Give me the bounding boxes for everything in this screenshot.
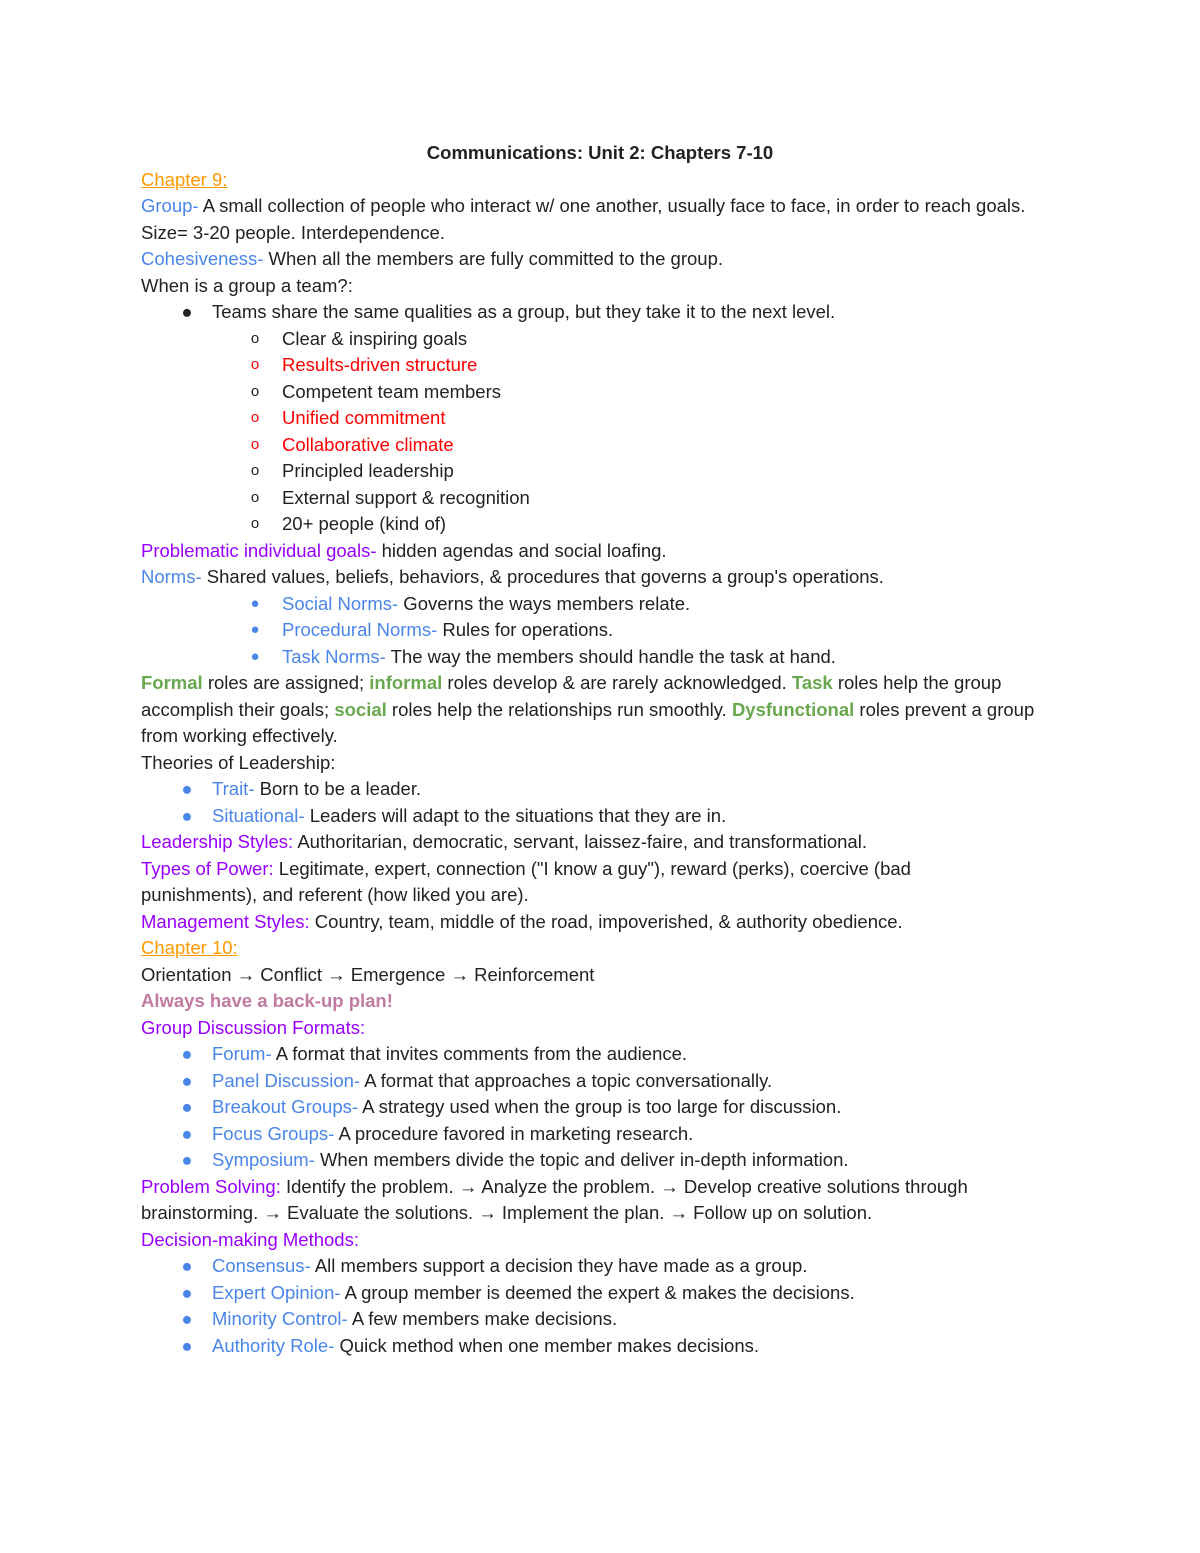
format-def: A strategy used when the group is too large for discussion.	[358, 1096, 842, 1117]
ring-bullet-icon: o	[250, 435, 260, 453]
group-phases: Orientation → Conflict → Emergence → Reinforcement	[141, 963, 595, 985]
bullet-icon: ●	[250, 621, 260, 638]
problematic-term: Problematic individual goals-	[141, 539, 377, 561]
decision-def: Quick method when one member makes decisions.	[334, 1334, 760, 1356]
list-item	[141, 1094, 1061, 1121]
format-def: A format that invites comments from the audience.	[271, 1043, 688, 1064]
theory-term: Situational-	[212, 804, 305, 826]
problematic-goals	[141, 538, 1061, 565]
bullet-icon: ●	[181, 301, 193, 322]
bullet-icon: ●	[181, 1334, 193, 1356]
team-quality: 20+ people (kind of)	[282, 513, 447, 534]
management-term: Management Styles:	[141, 910, 310, 932]
decision-term: Expert Opinion-	[212, 1281, 341, 1303]
document-body	[141, 140, 1061, 1359]
leadership-styles	[141, 829, 1061, 856]
role-task: Task	[791, 672, 833, 693]
decision-list	[141, 1253, 1061, 1359]
problem-solving-term: Problem Solving:	[141, 1175, 281, 1197]
decision-def: A group member is deemed the expert & makes the decisions.	[340, 1281, 855, 1303]
bullet-icon: ●	[181, 1308, 193, 1329]
roles-text: roles develop & are rarely acknowledged.	[442, 672, 792, 693]
ring-bullet-icon: o	[250, 488, 260, 506]
list-item	[141, 591, 1061, 618]
format-def: A format that approaches a topic conversationally.	[360, 1069, 773, 1091]
list-item	[141, 644, 1061, 671]
bullet-icon: ●	[181, 778, 193, 799]
roles-text: roles help the relationships run smoothly.	[386, 698, 732, 720]
list-item	[141, 485, 1061, 512]
norm-term: Procedural Norms-	[282, 619, 438, 640]
cohesiveness-term: Cohesiveness-	[141, 248, 264, 269]
list-item	[141, 511, 1061, 538]
decision-def: A few members make decisions.	[347, 1308, 618, 1329]
problem-solving-def: Identify the problem. → Analyze the problem. → Develop creative solutions through brainstorming. → Evaluate the solutions. → Implement the plan. → Follow up on solution.	[141, 1175, 968, 1223]
list-item	[141, 617, 1061, 644]
team-quality: Competent team members	[282, 380, 502, 402]
format-term: Focus Groups-	[212, 1122, 335, 1144]
list-item	[141, 458, 1061, 485]
bullet-icon: ●	[181, 1096, 193, 1117]
bullet-icon: ●	[250, 647, 260, 665]
bullet-icon: ●	[181, 1149, 193, 1170]
leadership-styles-def: Authoritarian, democratic, servant, laissez-faire, and transformational.	[293, 831, 867, 852]
format-term: Breakout Groups-	[212, 1096, 359, 1117]
bullet-icon: ●	[181, 1255, 193, 1276]
bullet-icon: ●	[250, 594, 260, 612]
norm-term: Task Norms-	[282, 645, 386, 667]
management-styles	[141, 909, 1061, 936]
theory-term: Trait-	[212, 778, 255, 799]
backup-plan-note: Always have a back-up plan!	[141, 990, 393, 1011]
ring-bullet-icon: o	[250, 515, 260, 532]
list-item	[141, 1306, 1061, 1333]
team-quality: External support & recognition	[282, 486, 530, 508]
list-item	[141, 1068, 1061, 1095]
list-item	[141, 326, 1061, 353]
norm-term: Social Norms-	[282, 592, 399, 614]
norms-list	[141, 591, 1061, 671]
chapter-9-heading: Chapter 9:	[141, 168, 228, 190]
list-item	[141, 1253, 1061, 1280]
role-dysfunctional: Dysfunctional	[731, 698, 855, 720]
decision-heading: Decision-making Methods:	[141, 1228, 359, 1250]
bullet-icon: ●	[181, 1069, 193, 1091]
group-def: A small collection of people who interact w/ one another, usually face to face, in order to reach goals. Size= 3-20 people. Interdependence.	[141, 195, 1026, 243]
decision-term: Minority Control-	[212, 1308, 348, 1329]
norms-term: Norms-	[141, 566, 202, 587]
role-formal: Formal	[141, 672, 203, 693]
list-item	[141, 1147, 1061, 1174]
formats-list	[141, 1041, 1061, 1174]
theories-heading: Theories of Leadership:	[141, 751, 336, 773]
team-quality: Principled leadership	[282, 460, 454, 481]
ring-bullet-icon: o	[250, 356, 260, 373]
team-list	[141, 299, 1061, 538]
format-def: A procedure favored in marketing research.	[334, 1122, 694, 1144]
types-of-power	[141, 856, 981, 909]
team-quality: Unified commitment	[282, 407, 446, 428]
theories-list	[141, 776, 1061, 829]
format-term: Panel Discussion-	[212, 1069, 361, 1091]
theory-def: Leaders will adapt to the situations that they are in.	[304, 804, 727, 826]
format-def: When members divide the topic and deliver in-depth information.	[314, 1149, 849, 1170]
list-item	[141, 1280, 1061, 1307]
team-quality: Collaborative climate	[282, 433, 454, 455]
norm-def: The way the members should handle the task at hand.	[385, 645, 836, 667]
norms-definition	[141, 564, 1061, 591]
list-item	[141, 405, 1061, 432]
power-term: Types of Power:	[141, 857, 274, 879]
list-item	[141, 379, 1061, 406]
format-term: Symposium-	[212, 1149, 315, 1170]
norm-def: Rules for operations.	[437, 619, 614, 640]
decision-term: Consensus-	[212, 1255, 311, 1276]
decision-term: Authority Role-	[212, 1334, 335, 1356]
roles-text: roles help the group accomplish their goals;	[141, 672, 1002, 720]
roles-paragraph	[141, 670, 1061, 750]
list-item	[141, 1121, 1061, 1148]
list-item	[141, 1041, 1061, 1068]
roles-text: roles are assigned;	[202, 672, 370, 693]
bullet-icon: ●	[181, 1122, 193, 1144]
ring-bullet-icon: o	[250, 382, 260, 400]
group-term: Group-	[141, 195, 199, 216]
ring-bullet-icon: o	[250, 409, 260, 426]
list-item	[141, 299, 1061, 326]
norms-def: Shared values, beliefs, behaviors, & procedures that governs a group's operations.	[201, 566, 884, 587]
theory-def: Born to be a leader.	[254, 778, 422, 799]
cohesiveness-definition	[141, 246, 1061, 273]
list-item	[141, 352, 1061, 379]
group-definition	[141, 193, 1041, 246]
chapter-10-heading: Chapter 10:	[141, 937, 238, 958]
page-title: Communications: Unit 2: Chapters 7-10	[426, 142, 774, 163]
power-def: Legitimate, expert, connection ("I know a guy"), reward (perks), coercive (bad punishments), and referent (how liked you are).	[141, 857, 911, 905]
bullet-icon: ●	[181, 1043, 193, 1064]
list-item	[141, 803, 1061, 830]
team-quality: Results-driven structure	[282, 354, 478, 375]
decision-def: All members support a decision they have made as a group.	[310, 1255, 808, 1276]
roles-text: roles prevent a group from working effectively.	[141, 698, 1035, 746]
role-informal: informal	[369, 672, 443, 693]
list-item	[141, 432, 1061, 459]
role-social: social	[334, 698, 387, 720]
list-item	[141, 1333, 1061, 1360]
bullet-icon: ●	[181, 1281, 193, 1303]
team-bullet-text: Teams share the same qualities as a group, but they take it to the next level.	[212, 301, 836, 322]
bullet-icon: ●	[181, 804, 193, 826]
problematic-def: hidden agendas and social loafing.	[376, 539, 667, 561]
ring-bullet-icon: o	[250, 462, 260, 479]
problem-solving	[141, 1174, 1041, 1227]
management-def: Country, team, middle of the road, impoverished, & authority obedience.	[309, 910, 903, 932]
format-term: Forum-	[212, 1043, 272, 1064]
formats-heading: Group Discussion Formats:	[141, 1016, 366, 1038]
cohesiveness-def: When all the members are fully committed to the group.	[263, 248, 723, 269]
norm-def: Governs the ways members relate.	[398, 592, 691, 614]
leadership-styles-term: Leadership Styles:	[141, 831, 294, 852]
list-item	[141, 776, 1061, 803]
team-question: When is a group a team?:	[141, 274, 353, 296]
team-quality: Clear & inspiring goals	[282, 327, 468, 349]
ring-bullet-icon: o	[250, 329, 260, 347]
